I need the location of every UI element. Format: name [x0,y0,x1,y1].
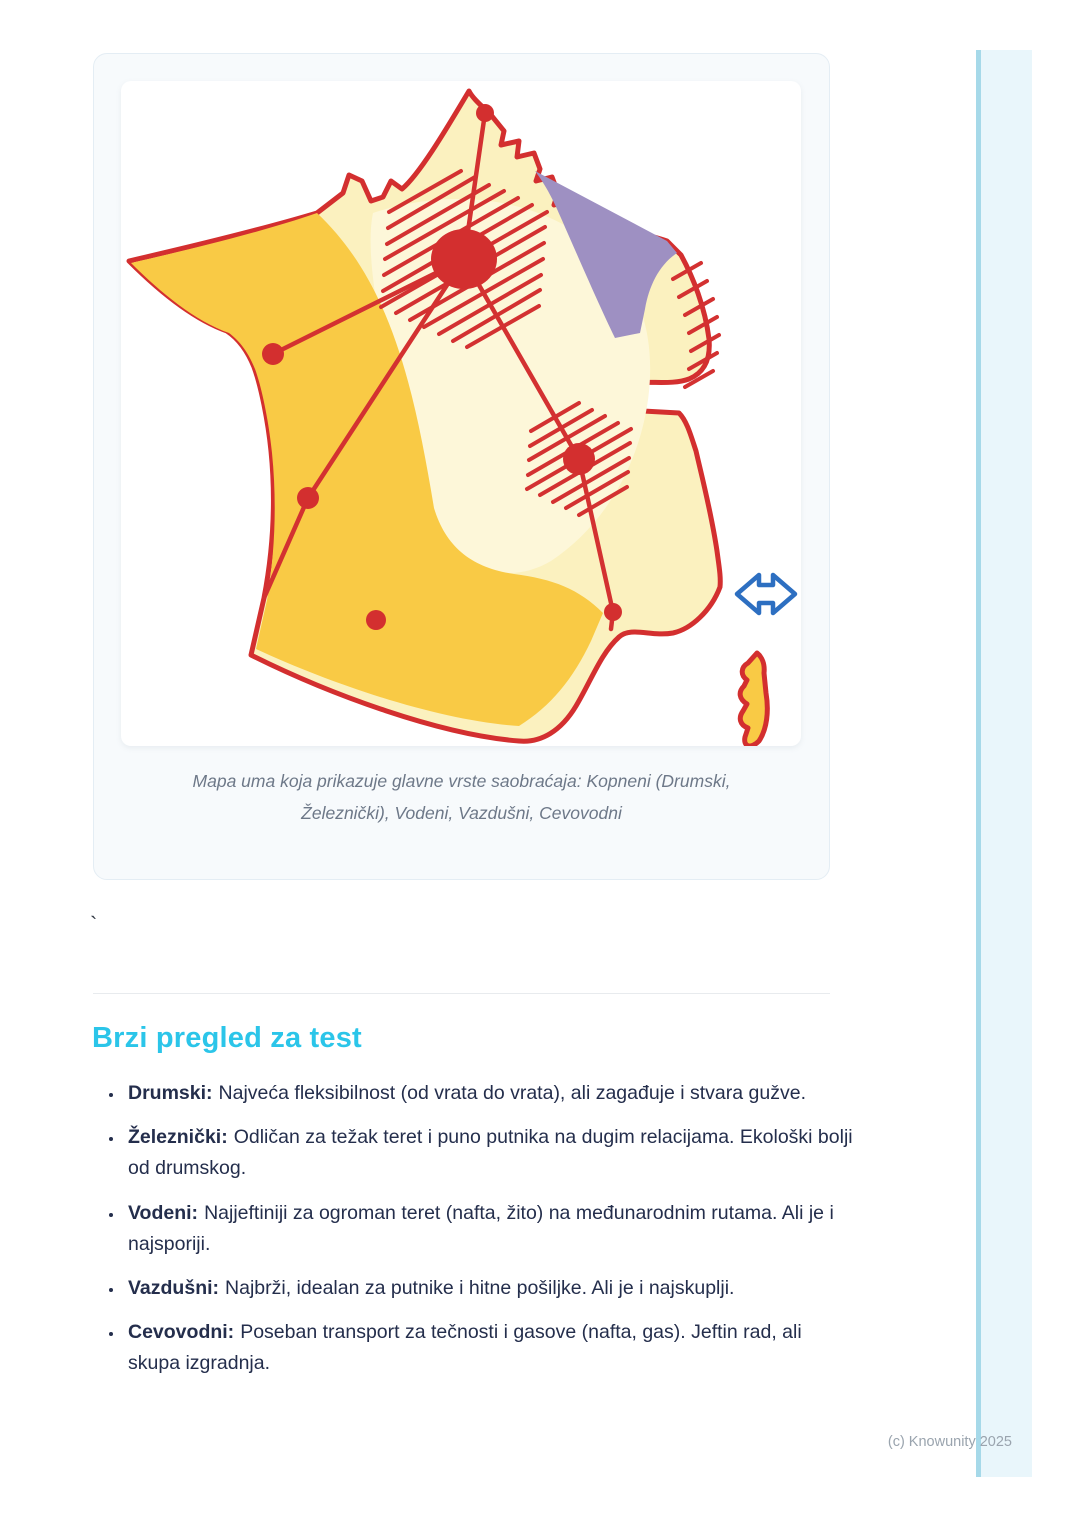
list-item-term: Železnički: [128,1126,228,1149]
list-item-term: Drumski: [128,1082,213,1104]
figure-card [93,53,830,880]
list-item-term: Vodeni: [128,1201,199,1224]
stray-backtick: ` [90,912,98,937]
section-divider [93,993,830,994]
map-caption [112,766,812,829]
city-south [604,603,622,621]
france-transport-map [121,81,801,746]
right-page-edge-bar [976,50,1032,1477]
list-item-text: Najbrži, idealan za putnike i hitne pošiljke. Ali je i najskuplji. [225,1276,735,1299]
city-paris-hub [431,229,497,289]
map-caption-line1: Mapa uma koja prikazuje glavne vrste saobraćaja: Kopneni (Drumski, [192,771,731,791]
map-panel [121,81,801,746]
list-item-text: Najjeftiniji za ogroman teret (nafta, žito) na međunarodnim rutama. Ali je i najsporiji. [128,1201,834,1255]
city-centerwest [297,487,319,509]
city-west [262,343,284,365]
list-item-term: Cevovodni: [128,1321,235,1344]
list-item-text: Najveća fleksibilnost (od vrata do vrata), ali zagađuje i stvara gužve. [218,1082,806,1104]
list-item-text: Odličan za težak teret i puno putnika na dugim relacijama. Ekološki bolji od drumskog. [128,1126,853,1180]
list-item-cevovodni [124,1317,854,1379]
list-item-vodeni [124,1198,854,1260]
section-heading: Brzi pregled za test [92,1022,362,1054]
city-lyon [563,443,595,475]
list-item-drumski [124,1078,854,1109]
list-item-zeleznicki [124,1122,854,1184]
transport-list [100,1078,854,1393]
list-item-vazdusni [124,1273,854,1304]
list-item-term: Vazdušni: [128,1276,220,1299]
map-caption-line2: Železnički), Vodeni, Vazdušni, Cevovodni [301,802,622,823]
copyright-text: (c) Knowunity 2025 [887,1434,1012,1450]
city-southwest [366,610,386,630]
list-item-text: Poseban transport za tečnosti i gasove (nafta, gas). Jeftin rad, ali skupa izgradnja. [128,1321,802,1375]
city-north [476,104,494,122]
corsica-island [740,653,767,746]
resize-arrow-icon[interactable] [737,575,795,613]
